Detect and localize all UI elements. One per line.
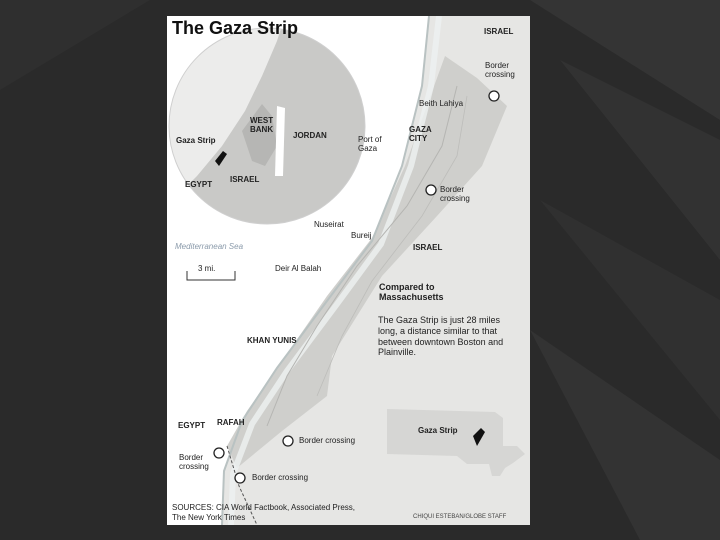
inset-label-egypt: EGYPT: [185, 180, 213, 189]
label-crossing-south: Border crossing: [252, 473, 309, 482]
map-title: The Gaza Strip: [172, 18, 299, 38]
sources-note: SOURCES: CIA World Factbook, Associated Press, The New York Times: [172, 503, 356, 522]
label-deir-al-balah: Deir Al Balah: [275, 264, 322, 273]
crossing-marker-rafah-east: [283, 436, 293, 446]
label-crossing-rafah-west: Border crossing: [179, 453, 209, 471]
label-port-of-gaza: Port of Gaza: [358, 135, 382, 153]
label-bureij: Bureij: [351, 231, 372, 240]
massachusetts-gaza-label: Gaza Strip: [418, 426, 458, 435]
inset-label-jordan: JORDAN: [293, 131, 327, 140]
inset-label-israel: ISRAEL: [230, 175, 260, 184]
label-israel-top: ISRAEL: [484, 27, 514, 36]
label-gaza-city: GAZA CITY: [409, 125, 432, 143]
label-egypt: EGYPT: [178, 421, 206, 430]
inset-label-gaza-strip: Gaza Strip: [176, 136, 216, 145]
crossing-marker-east: [426, 185, 436, 195]
crossing-marker-north: [489, 91, 499, 101]
comparison-heading: Compared to Massachusetts: [379, 282, 444, 302]
comparison-body: The Gaza Strip is just 28 miles long, a distance similar to that between downtown Boston and Plainville.: [378, 315, 504, 358]
map-drawing: [167, 16, 530, 525]
crossing-marker-south: [235, 473, 245, 483]
label-crossing-north: Border crossing: [485, 61, 515, 79]
inset-label-west-bank: WEST BANK: [250, 116, 274, 134]
label-rafah: RAFAH: [217, 418, 245, 427]
label-nuseirat: Nuseirat: [314, 220, 344, 229]
label-crossing-east: Border crossing: [440, 185, 470, 203]
label-israel-mid: ISRAEL: [413, 243, 443, 252]
label-mediterranean-sea: Mediterranean Sea: [175, 242, 244, 251]
label-khan-yunis: KHAN YUNIS: [247, 336, 297, 345]
label-crossing-rafah-east: Border crossing: [299, 436, 356, 445]
credit-note: CHIQUI ESTEBAN/GLOBE STAFF: [413, 514, 507, 520]
label-beith-lahiya: Beith Lahiya: [419, 99, 464, 108]
label-scale: 3 mi.: [198, 264, 216, 273]
gaza-map: [167, 16, 530, 525]
